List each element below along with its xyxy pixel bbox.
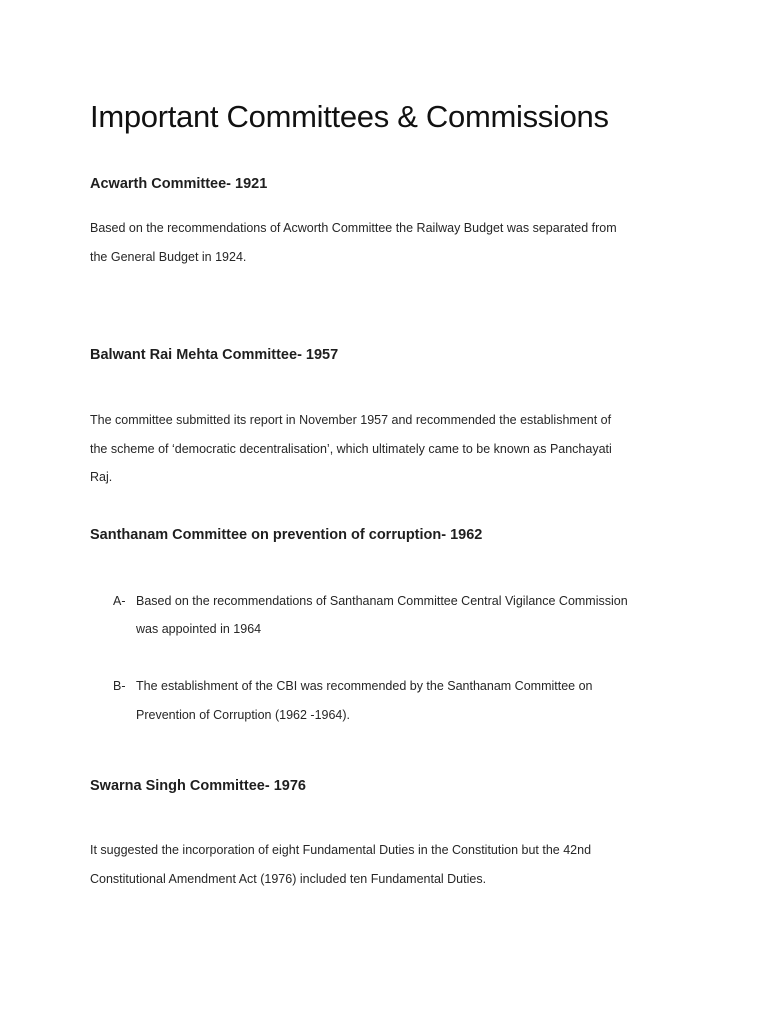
paragraph-line: It suggested the incorporation of eight Fundamental Duties in the Constitution but the 42nd xyxy=(90,843,592,857)
section-heading-balwant-rai-mehta: Balwant Rai Mehta Committee- 1957 xyxy=(90,347,339,363)
page-title: Important Committees & Commissions xyxy=(90,99,609,134)
paragraph-line: Raj. xyxy=(90,470,113,484)
paragraph-line: Constitutional Amendment Act (1976) included ten Fundamental Duties. xyxy=(90,872,487,886)
list-marker: A- xyxy=(113,594,126,608)
paragraph-line: The committee submitted its report in November 1957 and recommended the establishment of xyxy=(90,413,612,427)
list-item-line: The establishment of the CBI was recommended by the Santhanam Committee on xyxy=(136,679,593,693)
list-item-line: Based on the recommendations of Santhanam Committee Central Vigilance Commission xyxy=(136,594,628,608)
list-item-line: Prevention of Corruption (1962 -1964). xyxy=(136,708,351,722)
section-heading-santhanam: Santhanam Committee on prevention of corruption- 1962 xyxy=(90,527,483,543)
section-heading-acworth: Acwarth Committee- 1921 xyxy=(90,176,268,192)
list-item-line: was appointed in 1964 xyxy=(136,622,262,636)
paragraph-line: the General Budget in 1924. xyxy=(90,250,247,264)
paragraph-line: the scheme of ‘democratic decentralisation’, which ultimately came to be known as Panchayati xyxy=(90,442,612,456)
section-heading-swarna-singh: Swarna Singh Committee- 1976 xyxy=(90,778,306,794)
paragraph-line: Based on the recommendations of Acworth Committee the Railway Budget was separated from xyxy=(90,221,617,235)
list-marker: B- xyxy=(113,679,126,693)
